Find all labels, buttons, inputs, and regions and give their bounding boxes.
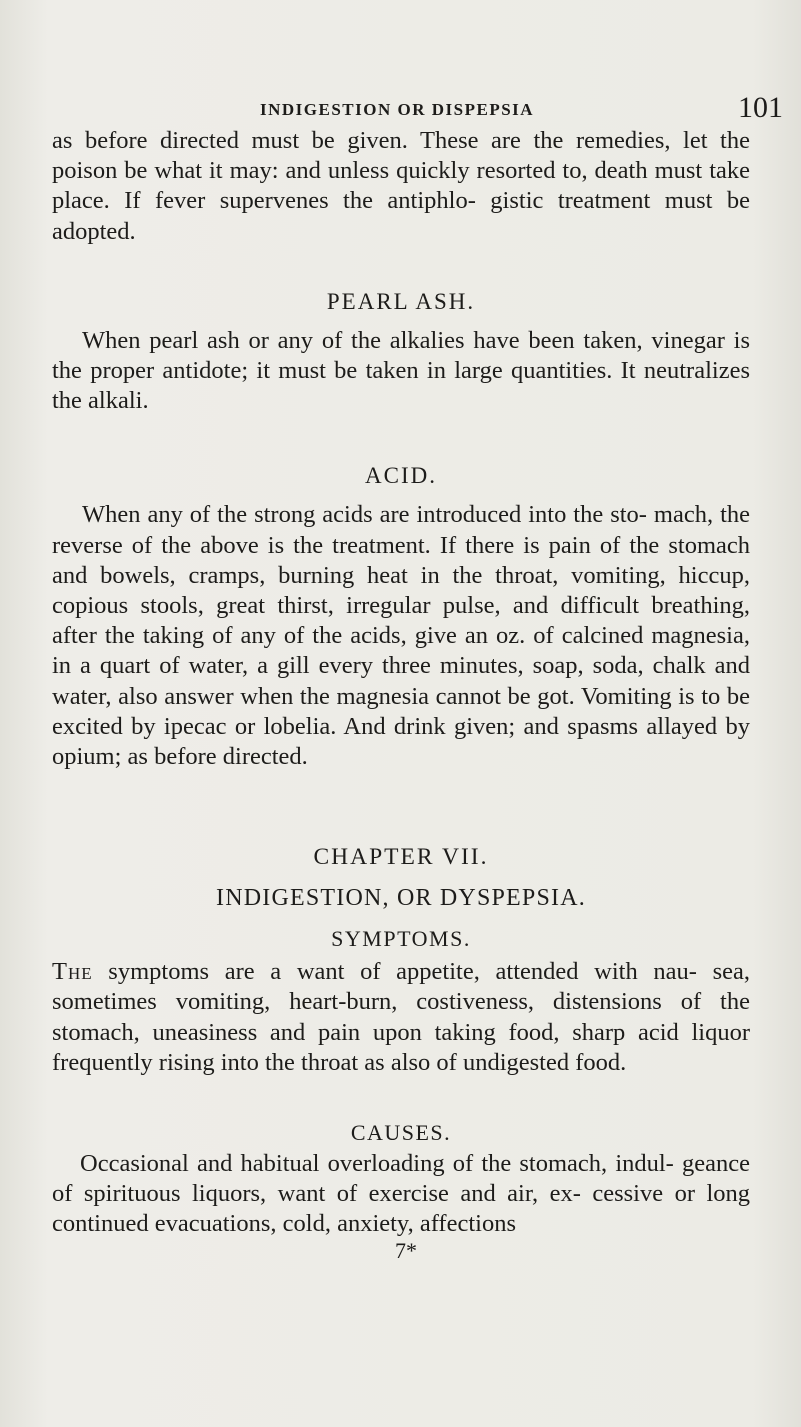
- intro-paragraph: as before directed must be given. These are the remedies, let the poison be what it may: and unless quickly resorted to, death must take place. If fever supervenes the antiphlo- gistic treatment must be adopted.: [52, 127, 750, 245]
- causes-heading: CAUSES.: [350, 1120, 452, 1146]
- acid-heading: ACID.: [365, 463, 437, 489]
- pearl-ash-heading: PEARL ASH.: [326, 288, 476, 314]
- running-title: INDIGESTION OR DISPEPSIA: [260, 100, 535, 119]
- running-head: [0, 83, 801, 123]
- page-number: 101: [738, 91, 783, 124]
- page-body: [52, 126, 750, 1264]
- symptoms-heading: SYMPTOMS.: [331, 926, 471, 952]
- symptoms-lead-word: The: [52, 958, 93, 986]
- signature-mark: 7*: [395, 1237, 417, 1263]
- symptoms-text: symptoms are a want of appetite, attended with nau- sea, sometimes vomiting, heart-burn, costiveness, distensions of the stomach, uneasiness and pain upon taking food, sharp acid liquor frequently rising into the throat as also of undigested food.: [52, 958, 750, 1076]
- acid-paragraph: When any of the strong acids are introduced into the sto- mach, the reverse of the above is the treatment. If there is pain of the stomach and bowels, cramps, burning heat in the throat, vomiting, hiccup, copious stools, great thirst, irregular pulse, and difficult breathing, after the taking of any of the acids, give an oz. of calcined magnesia, in a quart of water, a gill every three minutes, soap, soda, chalk and water, also answer when the magnesia cannot be got. Vomiting is to be excited by ipecac or lobelia. And drink given; and spasms allayed by opium; as before directed.: [52, 501, 750, 771]
- chapter-heading: CHAPTER VII.: [313, 844, 489, 871]
- pearl-ash-paragraph: When pearl ash or any of the alkalies have been taken, vinegar is the proper antidote; it must be taken in large quantities. It neutralizes the alkali.: [52, 326, 750, 415]
- chapter-title: INDIGESTION, OR DYSPEPSIA.: [216, 885, 586, 912]
- symptoms-paragraph: [52, 957, 750, 1078]
- causes-paragraph: Occasional and habitual overloading of the stomach, indul- geance of spirituous liquors, want of exercise and air, ex- cessive or long continued evacuations, cold, anxiety, affections: [52, 1150, 750, 1238]
